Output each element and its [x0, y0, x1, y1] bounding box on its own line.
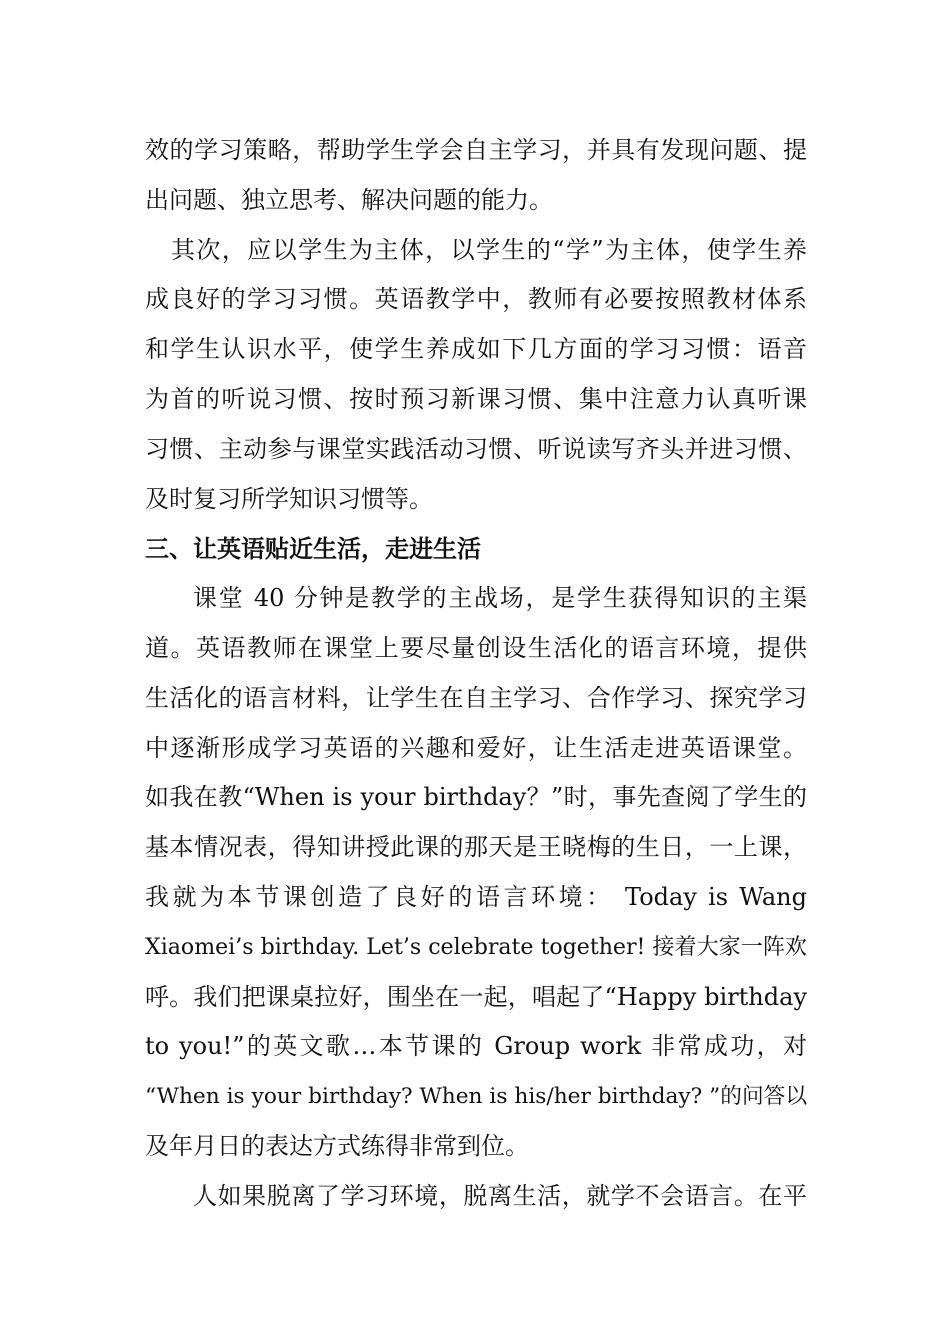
text-line: 及时复习所学知识习惯等。: [145, 484, 433, 513]
text-line: to you!”的英文歌…本节课的 Group work 非常成功，对: [145, 1032, 807, 1061]
text-line: 呼。我们把课桌拉好，围坐在一起，唱起了“Happy birthday: [145, 982, 807, 1011]
text-line: 习惯、主动参与课堂实践活动习惯、听说读写齐头并进习惯、: [145, 434, 807, 463]
text-line: 为首的听说习惯、按时预习新课习惯、集中注意力认真听课: [145, 384, 807, 413]
text-line: 如我在教“When is your birthday？”时，事先查阅了学生的: [145, 783, 807, 812]
text-line: 课堂 40 分钟是教学的主战场，是学生获得知识的主渠: [193, 584, 807, 613]
text-line: 及年月日的表达方式练得非常到位。: [145, 1131, 529, 1160]
text-line: 其次，应以学生为主体，以学生的“学”为主体，使学生养: [171, 235, 807, 264]
text-line: 成良好的学习习惯。英语教学中，教师有必要按照教材体系: [145, 285, 807, 314]
text-line: 基本情况表，得知讲授此课的那天是王晓梅的生日，一上课，: [145, 833, 807, 862]
text-line: 道。英语教师在课堂上要尽量创设生活化的语言环境，提供: [145, 633, 807, 662]
text-line: 中逐渐形成学习英语的兴趣和爱好，让生活走进英语课堂。: [145, 733, 807, 762]
section-heading: 三、让英语贴近生活，走进生活: [145, 534, 481, 564]
text-line: 生活化的语言材料，让学生在自主学习、合作学习、探究学习: [145, 683, 807, 712]
document-body: [145, 126, 807, 1222]
text-line: 我就为本节课创造了良好的语言环境： Today is Wang: [145, 882, 807, 911]
text-line: Xiaomei’s birthday. Let’s celebrate together! 接着大家一阵欢: [145, 934, 807, 960]
text-line: 效的学习策略，帮助学生学会自主学习，并具有发现问题、提: [145, 136, 807, 164]
text-line: 和学生认识水平，使学生养成如下几方面的学习习惯：语音: [145, 335, 807, 364]
text-line: “When is your birthday? When is his/her birthday? ”的问答以: [145, 1084, 807, 1110]
text-line: 人如果脱离了学习环境，脱离生活，就学不会语言。在平: [193, 1181, 807, 1210]
text-line: 出问题、独立思考、解决问题的能力。: [145, 185, 553, 214]
